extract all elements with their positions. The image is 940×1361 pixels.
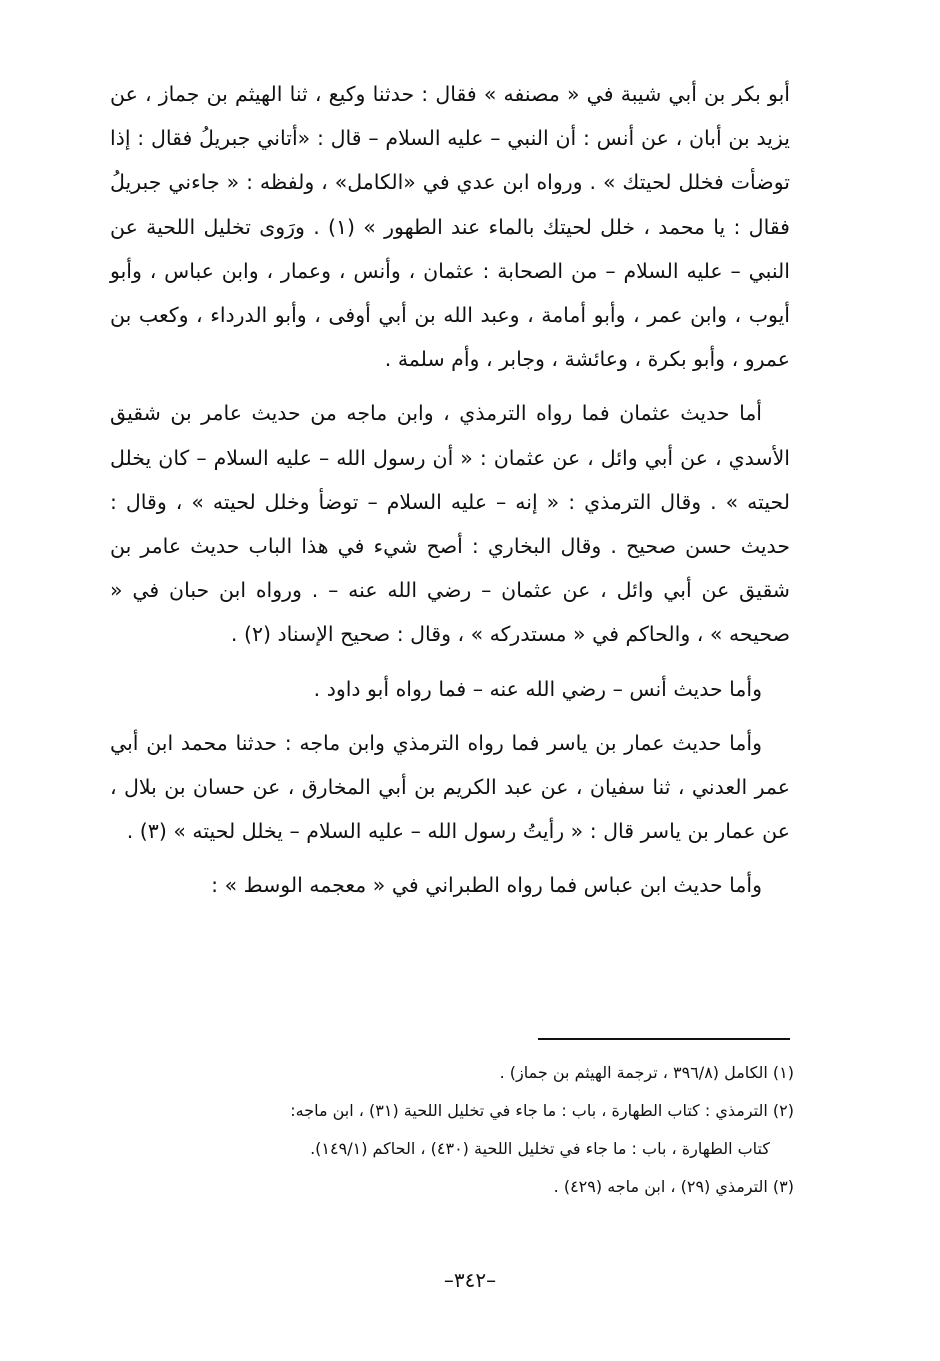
footnotes-block: [110, 1054, 794, 1206]
footnote-2-continuation: كتاب الطهارة ، باب : ما جاء في تخليل اللحية (٤٣٠) ، الحاكم (١٤٩/١).: [310, 1139, 770, 1158]
footnote-2: (٢) الترمذي : كتاب الطهارة ، باب : ما جاء في تخليل اللحية (٣١) ، ابن ماجه:: [290, 1101, 794, 1120]
paragraph-3: وأما حديث أنس – رضي الله عنه – فما رواه أبو داود .: [313, 676, 762, 701]
paragraph-1: أبو بكر بن أبي شيبة في « مصنفه » فقال : حدثنا وكيع ، ثنا الهيثم بن جماز ، عن يزيد بن أبان ، عن أنس : أن النبي – عليه السلام – قال : «أتاني جبريلُ فقال : إذا توضأت فخلل لحيتك » . ورواه ابن عدي في «الكامل» ، ولفظه : « جاءني جبريلُ فقال : يا محمد ، خلل لحيتك بالماء عند الطهور » (١) . ورَوى تخليل اللحية عن النبي – عليه السلام – من الصحابة : عثمان ، وأنس ، وعمار ، وابن عباس ، وأبو أيوب ، وابن عمر ، وأبو أمامة ، وعبد الله بن أبي أوفى ، وأبو الدرداء ، وكعب بن عمرو ، وأبو بكرة ، وعائشة ، وجابر ، وأم سلمة .: [110, 82, 790, 372]
main-text-block: [110, 72, 790, 918]
paragraph-2: أما حديث عثمان فما رواه الترمذي ، وابن ماجه من حديث عامر بن شقيق الأسدي ، عن أبي وائل ، عن عثمان : « أن رسول الله – عليه السلام – كان يخلل لحيته » . وقال الترمذي : « إنه – عليه السلام – توضأ وخلل لحيته » ، وقال : حديث حسن صحيح . وقال البخاري : أصح شيء في هذا الباب حديث عامر بن شقيق عن أبي وائل ، عن عثمان – رضي الله عنه – . ورواه ابن حبان في « صحيحه » ، والحاكم في « مستدركه » ، وقال : صحيح الإسناد (٢) .: [110, 401, 790, 647]
footnote-1: (١) الكامل (٣٩٦/٨ ، ترجمة الهيثم بن جماز) .: [499, 1063, 794, 1082]
footnote-3: (٣) الترمذي (٢٩) ، ابن ماجه (٤٢٩) .: [553, 1177, 794, 1196]
paragraph-4: وأما حديث عمار بن ياسر فما رواه الترمذي وابن ماجه : حدثنا محمد ابن أبي عمر العدني ، ثنا سفيان ، عن عبد الكريم بن أبي المخارق ، عن حسان بن بلال ، عن عمار بن ياسر قال : « رأيتُ رسول الله – عليه السلام – يخلل لحيته » (٣) .: [110, 730, 790, 844]
page-number: –٣٤٢–: [443, 1268, 497, 1292]
footnote-separator: [538, 1038, 790, 1040]
paragraph-5: وأما حديث ابن عباس فما رواه الطبراني في « معجمه الوسط » :: [211, 873, 762, 898]
